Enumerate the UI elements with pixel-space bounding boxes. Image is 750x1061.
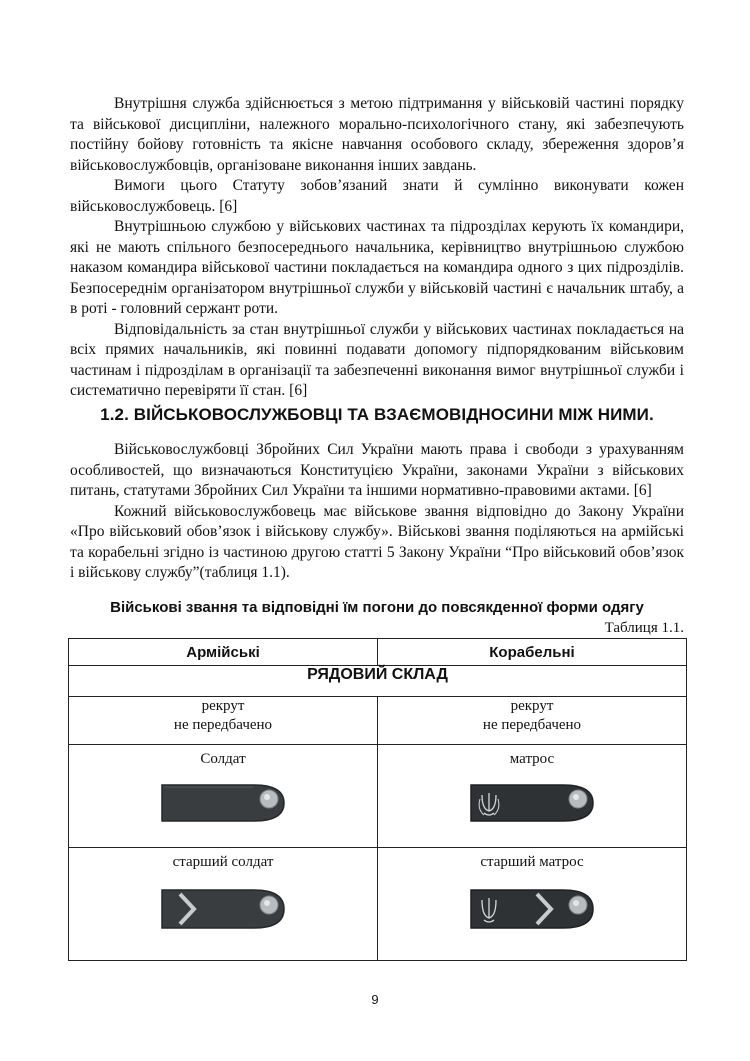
section-heading: 1.2. ВІЙСЬКОВОСЛУЖБОВЦІ ТА ВЗАЄМОВІДНОСИНИ МІЖ НИМИ. — [100, 405, 654, 424]
top-text — [70, 94, 684, 402]
senior-sailor-cell — [378, 848, 687, 961]
rank-name: старший матрос — [480, 854, 584, 870]
paragraph: Внутрішньою службою у військових частинах та підрозділах керують їх командири, які не мають спільного безпосереднього начальника, керівництво внутрішньою службою наказом командира військової частини покладається на командира одного з цих підрозділів. Безпосереднім організатором внутрішньої служби у військовій частині є начальник штабу, а в роті - головний сержант роти. — [70, 218, 684, 317]
paragraph: Військовослужбовці Збройних Сил України мають права і свободи з урахуванням особливостей, що визначаються Конституцією України, законами України з військових питань, статутами Збройних Сил України та іншими нормативно-правовими актами. [6] — [70, 441, 684, 499]
rank-note: не передбачено — [173, 717, 273, 733]
senior-soldier-shoulder-board-icon — [158, 884, 288, 934]
rank-name: старший солдат — [172, 854, 274, 870]
paragraph: Внутрішня служба здійснюється з метою підтримання у військовій частині порядку та військової дисципліни, належного морально-психологічного стану, які забезпечують постійну бойову готовність та якісне навчання особового складу, збереження здоров’я військовослужбовців, організоване виконання інших завдань. — [70, 95, 684, 174]
column-header-navy: Корабельні — [378, 639, 687, 666]
paragraph: Відповідальність за стан внутрішньої служби у військових частинах покладається на всіх прямих начальників, які повинні подавати допомогу підпорядкованим військовим частинам і підрозділам в організації та забезпеченні виконання вимог внутрішньої служби і систематично перевіряти її стан. [6] — [70, 320, 684, 399]
senior-sailor-shoulder-board-icon — [467, 884, 597, 934]
page-number: 9 — [371, 992, 379, 1007]
rank-name: матрос — [509, 751, 555, 767]
soldier-shoulder-board-icon — [158, 779, 288, 827]
section-label: РЯДОВИЙ СКЛАД — [69, 666, 687, 697]
table-header-row — [69, 639, 687, 666]
table-caption: Військові звання та відповідні їм погони до повсякденної форми одягу — [110, 599, 644, 616]
rank-name: рекрут — [201, 698, 245, 714]
paragraph: Вимоги цього Статуту зобов’язаний знати й сумлінно виконувати кожен військовослужбовець. [6] — [70, 177, 684, 215]
table-row — [69, 745, 687, 848]
table-row — [69, 697, 687, 745]
recruit-army-cell — [69, 697, 378, 745]
paragraph: Кожний військовослужбовець має військове звання відповідно до Закону України «Про військовий обов’язок і військову службу». Військові звання поділяються на армійські та корабельні згідно із частиною другою статті 5 Закону України “Про військовий обов’язок і військову службу”(таблиця 1.1). — [70, 502, 684, 581]
rank-name: Солдат — [200, 751, 246, 767]
table-row — [69, 848, 687, 961]
sailor-cell — [378, 745, 687, 848]
senior-soldier-cell — [69, 848, 378, 961]
column-header-army: Армійські — [69, 639, 378, 666]
rank-name: рекрут — [510, 698, 554, 714]
bottom-text — [70, 440, 684, 584]
table-number: Таблиця 1.1. — [604, 620, 684, 636]
sailor-shoulder-board-icon — [467, 779, 597, 827]
recruit-navy-cell — [378, 697, 687, 745]
table-section-row — [69, 666, 687, 697]
rank-note: не передбачено — [482, 717, 582, 733]
soldier-cell — [69, 745, 378, 848]
ranks-table — [68, 638, 687, 961]
